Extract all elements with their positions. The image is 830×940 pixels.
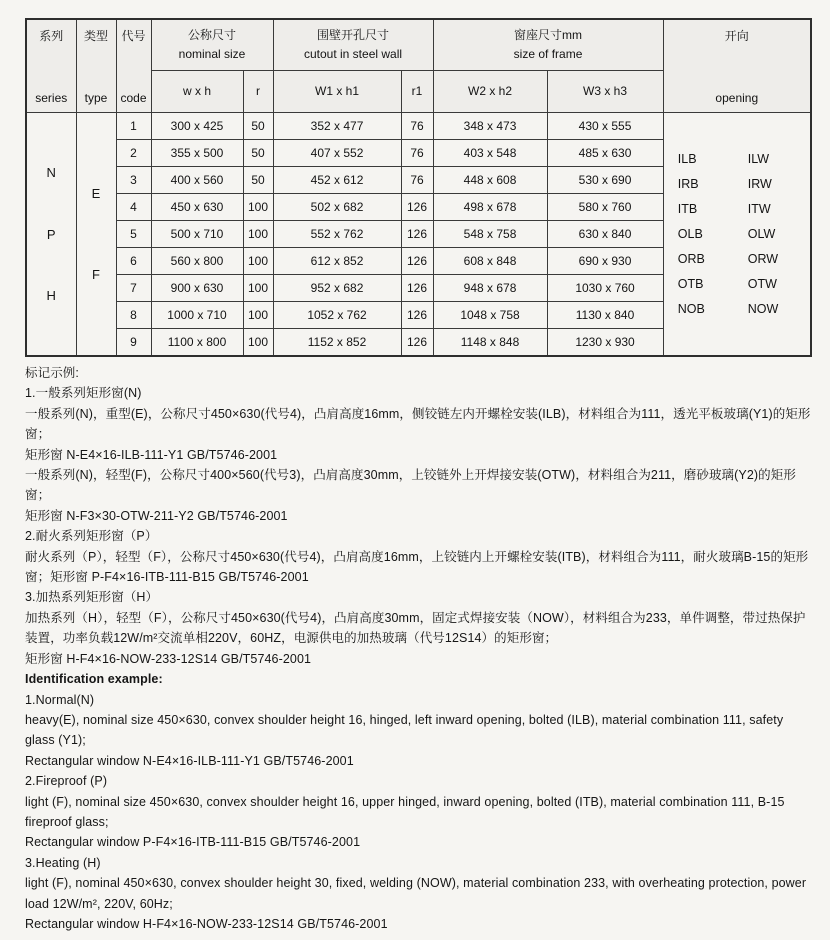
cell-wh: 400 x 560 [151,167,243,194]
opening-code-welded: ITW [747,202,771,216]
cell-w1h1: 952 x 682 [273,275,401,302]
opening-code-welded: NOW [747,302,779,316]
notes-zh-line-3: 矩形窗 N-E4×16-ILB-111-Y1 GB/T5746-2001 [25,447,278,462]
notes-en-line-1: 1.Normal(N) [25,692,95,707]
notes-zh-line-5: 矩形窗 N-F3×30-OTW-211-Y2 GB/T5746-2001 [25,508,288,523]
cell-w1h1: 452 x 612 [273,167,401,194]
notes-en-title: Identification example: [25,672,163,687]
cell-wh: 450 x 630 [151,194,243,221]
subheader-r: r [243,70,273,112]
notes-en-line-5: light (F), nominal size 450×630, convex shoulder height 16, upper hinged, inward opening, bolted (ITB), material combination 111, B-15 fireproof glass; [25,794,785,829]
opening-code-pair [664,248,811,270]
cell-r1: 76 [401,167,433,194]
cell-r: 50 [243,113,273,140]
opening-code-welded: IRW [747,177,772,191]
col-header-type [76,19,116,113]
cell-code: 5 [116,221,151,248]
frame-header-en: size of frame [513,46,583,61]
notes-zh-line-4: 一般系列(N)，轻型(F)，公称尺寸400×560(代号3)，凸肩高度30mm，上铰链外上开焊接安装(OTW)，材料组合为211，磨砂玻璃(Y2)的矩形窗； [25,468,796,503]
type-header-zh: 类型 [83,29,108,43]
notes-en-line-8: light (F), nominal 450×630, convex shoulder height 30, fixed, welding (NOW), material combination 233, with overheating protection, power load 12W/m², 220V, 60Hz; [25,876,807,911]
table-row [26,113,811,140]
cell-w1h1: 612 x 852 [273,248,401,275]
type-value: E [91,185,101,201]
opening-code-bolted: ILB [677,152,697,166]
cell-r1: 126 [401,194,433,221]
notes-en-line-6: Rectangular window P-F4×16-ITB-111-B15 GB/T5746-2001 [25,835,361,850]
notes-zh-title: 标记示例: [25,366,79,380]
opening-code-welded: ILW [747,152,770,166]
notes-en-line-7: 3.Heating (H) [25,855,101,870]
cell-w3h3: 580 x 760 [547,194,663,221]
cell-r: 100 [243,329,273,357]
notes-zh-line-7: 耐火系列（P），轻型（F），公称尺寸450×630(代号4)，凸肩高度16mm，上铰链内上开螺栓安装(ITB)，材料组合为111，耐火玻璃B-15的矩形窗；矩形窗 P-F4×16-ITB-111-B15 GB/T5746-2001 [25,549,809,585]
cell-w2h2: 548 x 758 [433,221,547,248]
cell-code: 6 [116,248,151,275]
cell-code: 8 [116,302,151,329]
cell-wh: 355 x 500 [151,140,243,167]
cell-code: 1 [116,113,151,140]
cell-w1h1: 502 x 682 [273,194,401,221]
cell-w2h2: 1048 x 758 [433,302,547,329]
cell-wh: 1100 x 800 [151,329,243,357]
opening-code-welded: OLW [747,227,776,241]
cell-code: 4 [116,194,151,221]
cell-wh: 1000 x 710 [151,302,243,329]
cell-w2h2: 608 x 848 [433,248,547,275]
notes-zh-line-9: 加热系列（H），轻型（F），公称尺寸450×630(代号4)，凸肩高度30mm，固定式焊接安装（NOW），材料组合为233，单件调整，带过热保护装置，功率负载12W/m²交流单相220V，60HZ，电源供电的加热玻璃（代号12S14）的矩形窗； [25,610,806,646]
notes-zh-line-10: 矩形窗 H-F4×16-NOW-233-12S14 GB/T5746-2001 [25,651,312,666]
series-value: N [46,165,56,181]
cell-r: 100 [243,221,273,248]
header-group-row [26,19,811,70]
opening-code-welded: ORW [747,252,779,266]
cell-w3h3: 1130 x 840 [547,302,663,329]
cell-r: 50 [243,140,273,167]
col-header-nominal-size [151,19,273,70]
code-header-en: code [120,91,147,105]
col-header-opening [663,19,811,113]
subheader-w1h1: W1 x h1 [273,70,401,112]
series-value: H [46,287,56,303]
col-header-cutout [273,19,433,70]
cell-r: 100 [243,302,273,329]
cell-wh: 560 x 800 [151,248,243,275]
cell-code: 9 [116,329,151,357]
cell-r1: 126 [401,302,433,329]
opening-code-bolted: IRB [677,177,699,191]
cell-w3h3: 1030 x 760 [547,275,663,302]
series-merged-cell [26,113,76,357]
cell-r1: 126 [401,329,433,357]
cell-r: 100 [243,194,273,221]
cell-r: 100 [243,275,273,302]
notes-section [25,363,815,934]
opening-code-pair [664,148,811,170]
cell-w1h1: 407 x 552 [273,140,401,167]
opening-code-bolted: OTB [677,277,704,291]
series-header-en: series [35,91,68,105]
opening-code-bolted: NOB [677,302,705,316]
type-header-en: type [84,91,108,105]
opening-code-pair [664,273,811,295]
code-header-zh: 代号 [121,29,146,43]
type-merged-cell [76,113,116,357]
cutout-header-zh: 围壁开孔尺寸 [317,28,390,43]
cell-r: 100 [243,248,273,275]
opening-code-pair [664,173,811,195]
cutout-header-en: cutout in steel wall [303,46,403,61]
subheader-r1: r1 [401,70,433,112]
col-header-frame-size [433,19,663,70]
cell-wh: 900 x 630 [151,275,243,302]
cell-r: 50 [243,167,273,194]
spec-table [25,18,812,357]
opening-code-welded: OTW [747,277,777,291]
cell-w2h2: 1148 x 848 [433,329,547,357]
cell-w2h2: 448 x 608 [433,167,547,194]
cell-w2h2: 348 x 473 [433,113,547,140]
cell-r1: 126 [401,275,433,302]
cell-w3h3: 1230 x 930 [547,329,663,357]
cell-wh: 500 x 710 [151,221,243,248]
cell-w3h3: 485 x 630 [547,140,663,167]
cell-w1h1: 352 x 477 [273,113,401,140]
cell-w1h1: 1052 x 762 [273,302,401,329]
opening-merged-cell [663,113,811,357]
col-header-code [116,19,151,113]
cell-r1: 76 [401,140,433,167]
subheader-wh: w x h [151,70,243,112]
opening-header-zh: 开向 [724,29,749,43]
cell-w3h3: 630 x 840 [547,221,663,248]
series-value: P [46,226,56,242]
opening-code-bolted: ORB [677,252,705,266]
notes-en-line-3: Rectangular window N-E4×16-ILB-111-Y1 GB/T5746-2001 [25,753,354,768]
opening-code-bolted: OLB [677,227,703,241]
opening-code-pair [664,223,811,245]
opening-code-pair [664,298,811,320]
notes-zh-line-2: 一般系列(N)，重型(E)，公称尺寸450×630(代号4)，凸肩高度16mm，侧铰链左内开螺栓安装(ILB)，材料组合为111，透光平板玻璃(Y1)的矩形窗； [25,406,811,442]
cell-r1: 126 [401,221,433,248]
cell-w2h2: 948 x 678 [433,275,547,302]
notes-zh-line-8: 3.加热系列矩形窗（H） [25,590,159,605]
notes-en-line-2: heavy(E), nominal size 450×630, convex shoulder height 16, hinged, left inward opening, bolted (ILB), material combination 111, safety glass (Y1); [25,712,784,748]
cell-w1h1: 1152 x 852 [273,329,401,357]
cell-w3h3: 430 x 555 [547,113,663,140]
cell-w1h1: 552 x 762 [273,221,401,248]
subheader-w2h2: W2 x h2 [433,70,547,112]
cell-code: 3 [116,167,151,194]
nominal-header-zh: 公称尺寸 [188,28,237,43]
opening-code-bolted: ITB [677,202,698,216]
type-value: F [92,267,100,283]
notes-en-line-4: 2.Fireproof (P) [25,774,108,789]
subheader-w3h3: W3 x h3 [547,70,663,112]
cell-w3h3: 530 x 690 [547,167,663,194]
cell-code: 2 [116,140,151,167]
notes-en-line-9: Rectangular window H-F4×16-NOW-233-12S14 GB/T5746-2001 [25,916,388,931]
cell-wh: 300 x 425 [151,113,243,140]
cell-code: 7 [116,275,151,302]
cell-r1: 126 [401,248,433,275]
opening-header-en: opening [715,91,759,105]
cell-r1: 76 [401,113,433,140]
notes-zh-line-1: 1.一般系列矩形窗(N) [25,386,142,401]
frame-header-zh: 窗座尺寸mm [514,28,583,43]
nominal-header-en: nominal size [178,46,246,61]
series-header-zh: 系列 [39,29,64,43]
cell-w2h2: 498 x 678 [433,194,547,221]
col-header-series [26,19,76,113]
opening-code-pair [664,198,811,220]
cell-w3h3: 690 x 930 [547,248,663,275]
cell-w2h2: 403 x 548 [433,140,547,167]
notes-zh-line-6: 2.耐火系列矩形窗（P） [25,529,158,544]
